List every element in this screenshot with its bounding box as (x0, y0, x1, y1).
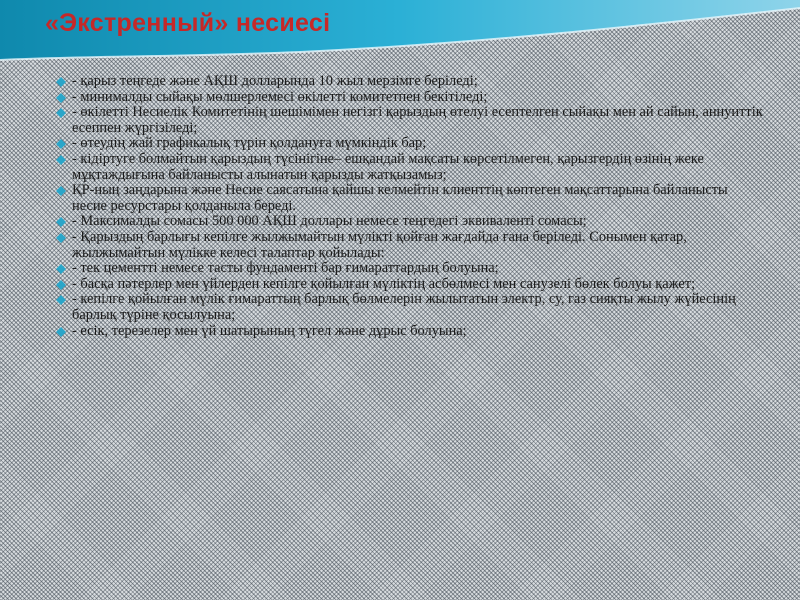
bullet-item (58, 214, 763, 230)
diamond-bullet-icon (56, 77, 66, 87)
bullet-text: - Максималды сомасы 500 000 АҚШ доллары немесе теңгедегі эквиваленті сомасы; (72, 213, 587, 230)
bullet-text: - кідіртуге болмайтын қарыздың түсінігіне– ешқандай мақсаты көрсетілмеген, қарызгердің өзінің жеке мұқтаждығына байланысты алынатын қарызды жатқызамыз; (72, 150, 704, 183)
bullet-item (58, 324, 763, 340)
bullet-text: - минималды сыйақы мөлшерлемесі өкілетті комитетпен бекітіледі; (72, 88, 488, 105)
diamond-bullet-icon (56, 327, 66, 337)
diamond-bullet-icon (56, 93, 66, 103)
diamond-bullet-icon (56, 139, 66, 149)
slide-title: «Экстренный» несиесі (45, 9, 331, 37)
diamond-bullet-icon (56, 233, 66, 243)
bullet-item (58, 261, 763, 277)
bullet-item (58, 152, 763, 183)
bullet-text: - өтеудің жай графикалық түрін қолдануға мүмкіндік бар; (72, 135, 427, 152)
diamond-bullet-icon (56, 295, 66, 305)
bullet-text: ҚР-ның заңдарына және Несие саясатына қайшы келмейтін клиенттің көптеген мақсаттарына байланысты несие ресурстары қолданыла береді. (72, 182, 728, 214)
bullet-text: - Қарыздың барлығы кепілге жылжымайтын мүлікті қойған жағдайда ғана беріледі. Сонымен қатар, жылжымайтын мүлікке келесі талаптар қойылады: (72, 228, 687, 261)
bullet-text: - өкілетті Несиелік Комитетінің шешімімен негізгі қарыздың өтелуі есептелген сыйақы мен ай сайын, аннуиттік есеппен жүргізіледі; (72, 104, 763, 136)
bullet-item (58, 183, 763, 214)
bullet-text: - тек цементті немесе тасты фундаменті бар ғимараттардың болуына; (72, 260, 499, 277)
bullet-item (58, 292, 763, 323)
diamond-bullet-icon (56, 217, 66, 227)
diamond-bullet-icon (56, 264, 66, 274)
bullet-text: - кепілге қойылған мүлік ғимараттың барлық бөлмелерін жылытатын электр, су, газ сияқты жылу жүйесінің барлық түріне қосылуына; (72, 291, 736, 323)
diamond-bullet-icon (56, 108, 66, 118)
bullet-item (58, 230, 763, 261)
bullet-text: - есік, терезелер мен үй шатырының түгел және дұрыс болуына; (72, 322, 467, 339)
diamond-bullet-icon (56, 155, 66, 165)
bullet-list (58, 74, 763, 339)
bullet-text: - қарыз теңгеде және АҚШ долларында 10 жыл мерзімге беріледі; (72, 73, 478, 89)
bullet-item (58, 105, 763, 136)
bullet-item (58, 136, 763, 152)
bullet-item (58, 90, 763, 106)
bullet-item (58, 277, 763, 293)
bullet-text: - басқа пәтерлер мен үйлерден кепілге қойылған мүліктің асбөлмесі мен санузелі бөлек болуы қажет; (72, 275, 696, 292)
bullet-item (58, 74, 763, 90)
diamond-bullet-icon (56, 186, 66, 196)
diamond-bullet-icon (56, 280, 66, 290)
